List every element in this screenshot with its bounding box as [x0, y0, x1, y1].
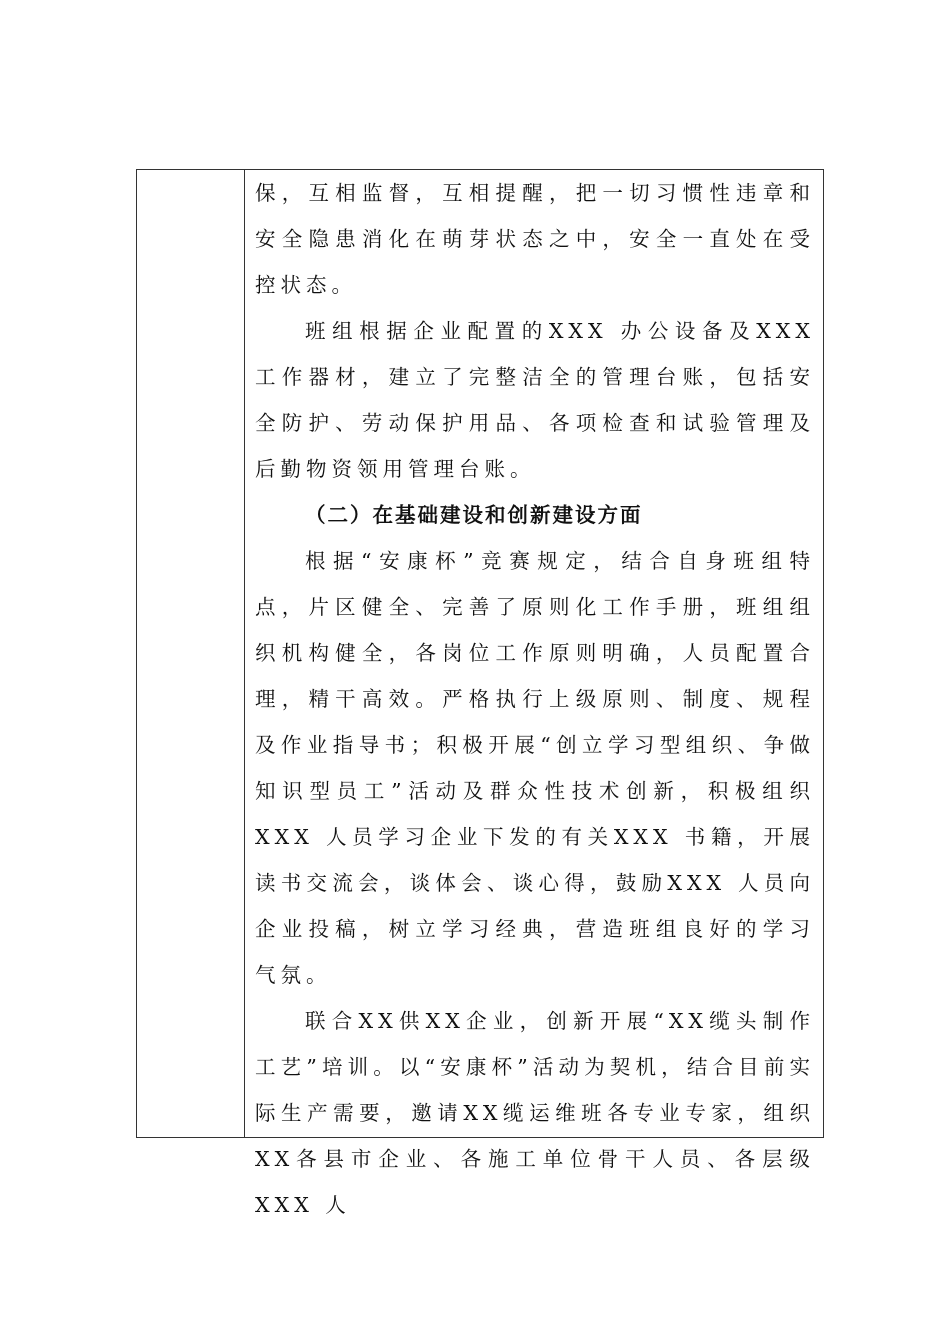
content-cell [255, 170, 815, 1217]
column-divider [244, 170, 245, 1137]
paragraph-4: 联合XX供XX企业，创新开展“XX缆头制作工艺”培训。以“安康杯”活动为契机，结合目前实际生产需要，邀请XX缆运维班各专业专家，组织XX各县市企业、各施工单位骨干人员、各层级XXX 人 [255, 1009, 815, 1217]
section-heading: （二）在基础建设和创新建设方面 [305, 503, 643, 527]
paragraph-2: 班组根据企业配置的XXX 办公设备及XXX 工作器材，建立了完整洁全的管理台账，包括安全防护、劳动保护用品、各项检查和试验管理及后勤物资领用管理台账。 [255, 319, 815, 481]
paragraph-3: 根据“安康杯”竞赛规定，结合自身班组特点，片区健全、完善了原则化工作手册，班组组织机构健全，各岗位工作原则明确，人员配置合理，精干高效。严格执行上级原则、制度、规程及作业指导书；积极开展“创立学习型组织、争做知识型员工”活动及群众性技术创新，积极组织XXX 人员学习企业下发的有关XXX 书籍，开展读书交流会，谈体会、谈心得，鼓励XXX 人员向企业投稿，树立学习经典，营造班组良好的学习气氛。 [255, 549, 815, 987]
paragraph-1: 保，互相监督，互相提醒，把一切习惯性违章和安全隐患消化在萌芽状态之中，安全一直处在受控状态。 [255, 181, 815, 297]
table-frame [136, 169, 824, 1217]
